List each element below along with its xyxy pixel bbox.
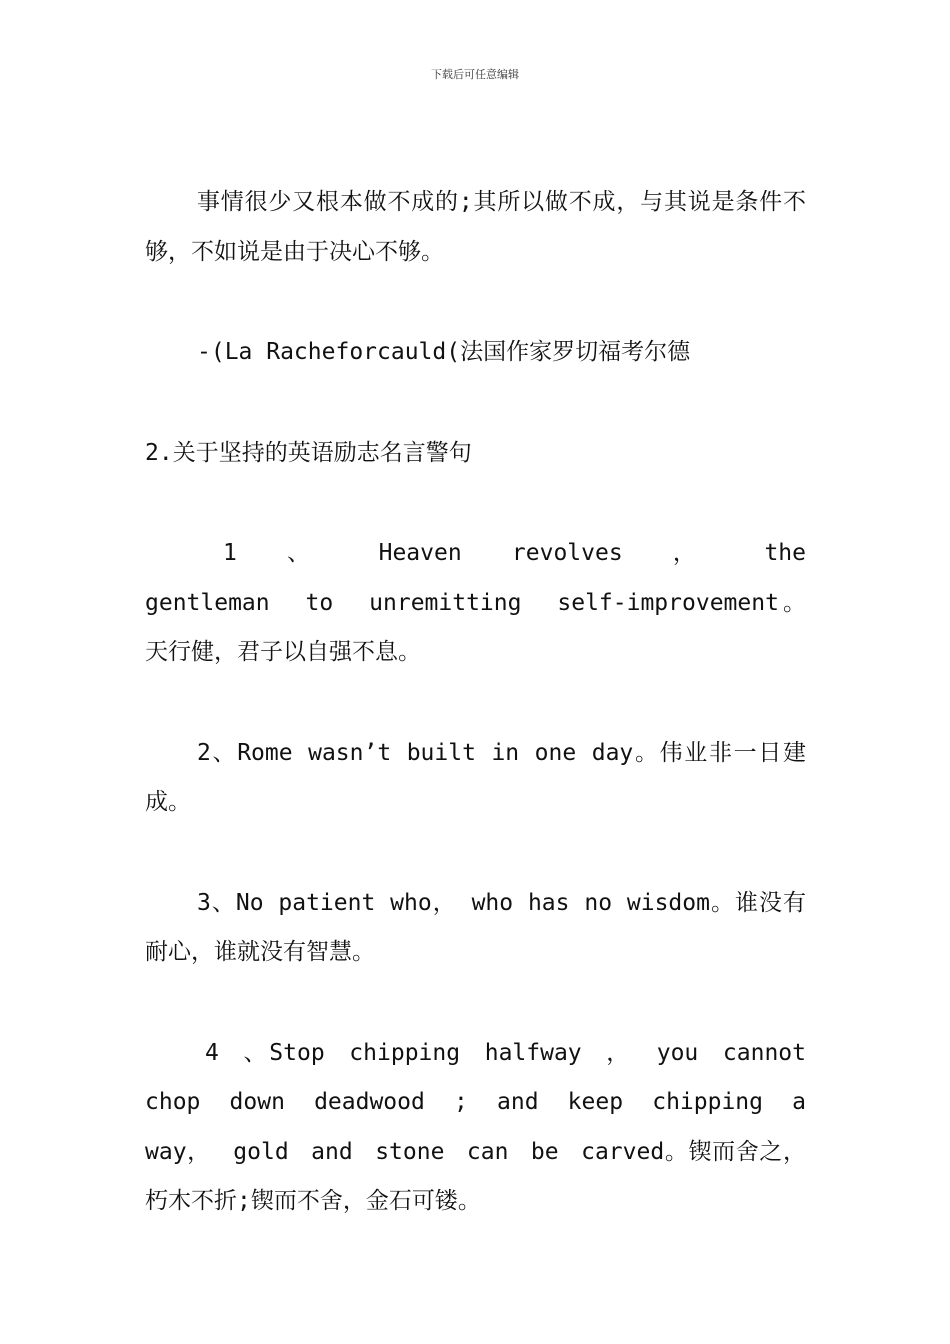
paragraph-gap [145,378,806,429]
quote-attribution: -(La Racheforcauld(法国作家罗切福考尔德 [197,339,691,365]
paragraph-gap [145,828,806,879]
paragraph-gap [145,678,806,729]
paragraph-gap [145,277,806,328]
paragraph-quote-chinese: 事情很少又根本做不成的;其所以做不成，与其说是条件不够，不如说是由于决心不够。 [145,189,806,265]
document-body [145,178,806,1227]
paragraph-gap [145,478,806,529]
page-header-note: 下载后可任意编辑 [431,68,519,81]
quote-item-4: 4 、Stop chipping halfway ， you cannot chop down deadwood ; and keep chipping a way， gold and stone can be carved。锲而舍之，朽木不折;锲而不舍，金石可镂。 [145,1039,806,1214]
quote-item-1: 1 、 Heaven revolves ， the gentleman to unremitting self-improvement。 天行健，君子以自强不息。 [145,540,806,665]
quote-item-3: 3、No patient who， who has no wisdom。谁没有耐心，谁就没有智慧。 [145,889,806,965]
paragraph-gap [145,978,806,1029]
section-heading: 2.关于坚持的英语励志名言警句 [145,439,472,466]
quote-item-2: 2、Rome wasn’t built in one day。伟业非一日建成。 [145,739,806,815]
